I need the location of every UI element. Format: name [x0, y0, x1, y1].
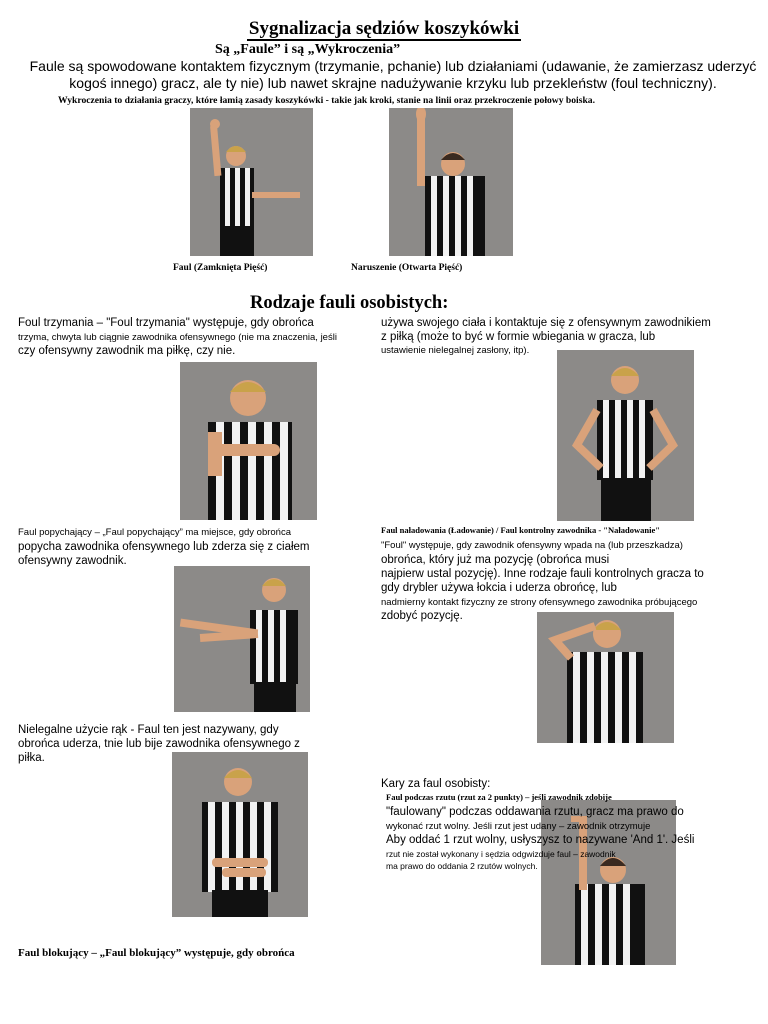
- illegal-hands-line-2: obrońca uderza, tnie lub bije zawodnika ofensywnego z: [18, 738, 300, 750]
- pushing-line-2: popycha zawodnika ofensywnego lub zderza się z ciałem: [18, 541, 310, 553]
- penalties-line-4: Aby oddać 1 rzut wolny, usłyszysz to nazywane 'And 1'. Jeśli: [386, 834, 695, 846]
- blocking-hands-on-hips-image: [557, 350, 694, 521]
- charging-line-3: najpierw ustal pozycję). Inne rodzaje fauli kontrolnych gracza to: [381, 568, 704, 580]
- violations-definition: Wykroczenia to działania graczy, które łamią zasady koszykówki - takie jak kroki, stanie na linii oraz przekroczenie połowy boiska.: [58, 95, 595, 106]
- charging-line-5: nadmierny kontakt fizyczny ze strony ofensywnego zawodnika próbującego: [381, 597, 698, 608]
- blocking-foul-text: Faul blokujący – „Faul blokujący” występuje, gdy obrońca: [18, 947, 295, 959]
- illegal-hands-line-1: Nielegalne użycie rąk - Faul ten jest nazywany, gdy: [18, 724, 279, 736]
- intro-paragraph: Faule są spowodowane kontaktem fizycznym (trzymanie, pchanie) lub działaniami (udawanie, że zamierzasz uderzyć kogoś innego) gracz, ale ty nie) lub nawet skrajne nadużywanie krzyku lub przekleństw (foul techniczny).: [29, 58, 757, 91]
- violation-caption: Naruszenie (Otwarta Pięść): [351, 263, 463, 273]
- body-contact-line-2: z piłką (może to być w formie wbiegania w gracza, lub: [381, 331, 656, 343]
- body-contact-line-3: ustawienie nielegalnej zasłony, itp).: [381, 345, 530, 356]
- foul-caption: Faul (Zamknięta Pięść): [173, 263, 268, 273]
- section-heading: Rodzaje fauli osobistych:: [250, 293, 449, 313]
- penalties-line-5: rzut nie został wykonany i sędzia odgwizduje faul – zawodnik: [386, 849, 616, 859]
- charging-line-6: zdobyć pozycję.: [381, 610, 463, 622]
- illegal-hands-line-3: piłka.: [18, 752, 45, 764]
- illegal-use-of-hands-image: [172, 752, 308, 917]
- penalties-line-1: Faul podczas rzutu (rzut za 2 punkty) – jeśli zawodnik zdobije: [386, 792, 612, 802]
- charging-line-4: gdy drybler używa łokcia i uderza obrońcę, lub: [381, 582, 617, 594]
- holding-foul-image: [180, 362, 317, 520]
- penalties-line-6: ma prawo do oddania 2 rzutów wolnych.: [386, 861, 538, 871]
- violation-open-hand-image: [389, 108, 513, 256]
- foul-closed-fist-image: [190, 108, 313, 256]
- body-contact-line-1: używa swojego ciała i kontaktuje się z ofensywnym zawodnikiem: [381, 317, 711, 329]
- pushing-foul-image: [174, 566, 310, 712]
- penalties-heading: Kary za faul osobisty:: [381, 778, 491, 790]
- holding-line-1: Foul trzymania – "Foul trzymania" występuje, gdy obrońca: [18, 317, 314, 329]
- charging-foul-image: [537, 612, 674, 743]
- subtitle: Są „Faule” i są „Wykroczenia”: [215, 42, 401, 57]
- charging-heading: Faul naładowania (Ładowanie) / Faul kontrolny zawodnika - "Naładowanie": [381, 525, 660, 535]
- penalties-line-2: "faulowany" podczas oddawania rzutu, gracz ma prawo do: [386, 806, 684, 818]
- page-title: Sygnalizacja sędziów koszykówki: [248, 18, 520, 39]
- pushing-line-3: ofensywny zawodnik.: [18, 555, 127, 567]
- holding-line-3: czy ofensywny zawodnik ma piłkę, czy nie.: [18, 345, 236, 357]
- pushing-line-1: Faul popychający – „Faul popychający” ma miejsce, gdy obrońca: [18, 527, 291, 538]
- charging-line-2: obrońca, który już ma pozycję (obrońca musi: [381, 554, 610, 566]
- penalties-line-3: wykonać rzut wolny. Jeśli rzut jest udany – zawodnik otrzymuje: [386, 821, 651, 832]
- holding-line-2: trzyma, chwyta lub ciągnie zawodnika ofensywnego (nie ma znaczenia, jeśli: [18, 332, 337, 343]
- charging-line-1: "Foul" występuje, gdy zawodnik ofensywny wpada na (lub przeszkadza): [381, 540, 683, 551]
